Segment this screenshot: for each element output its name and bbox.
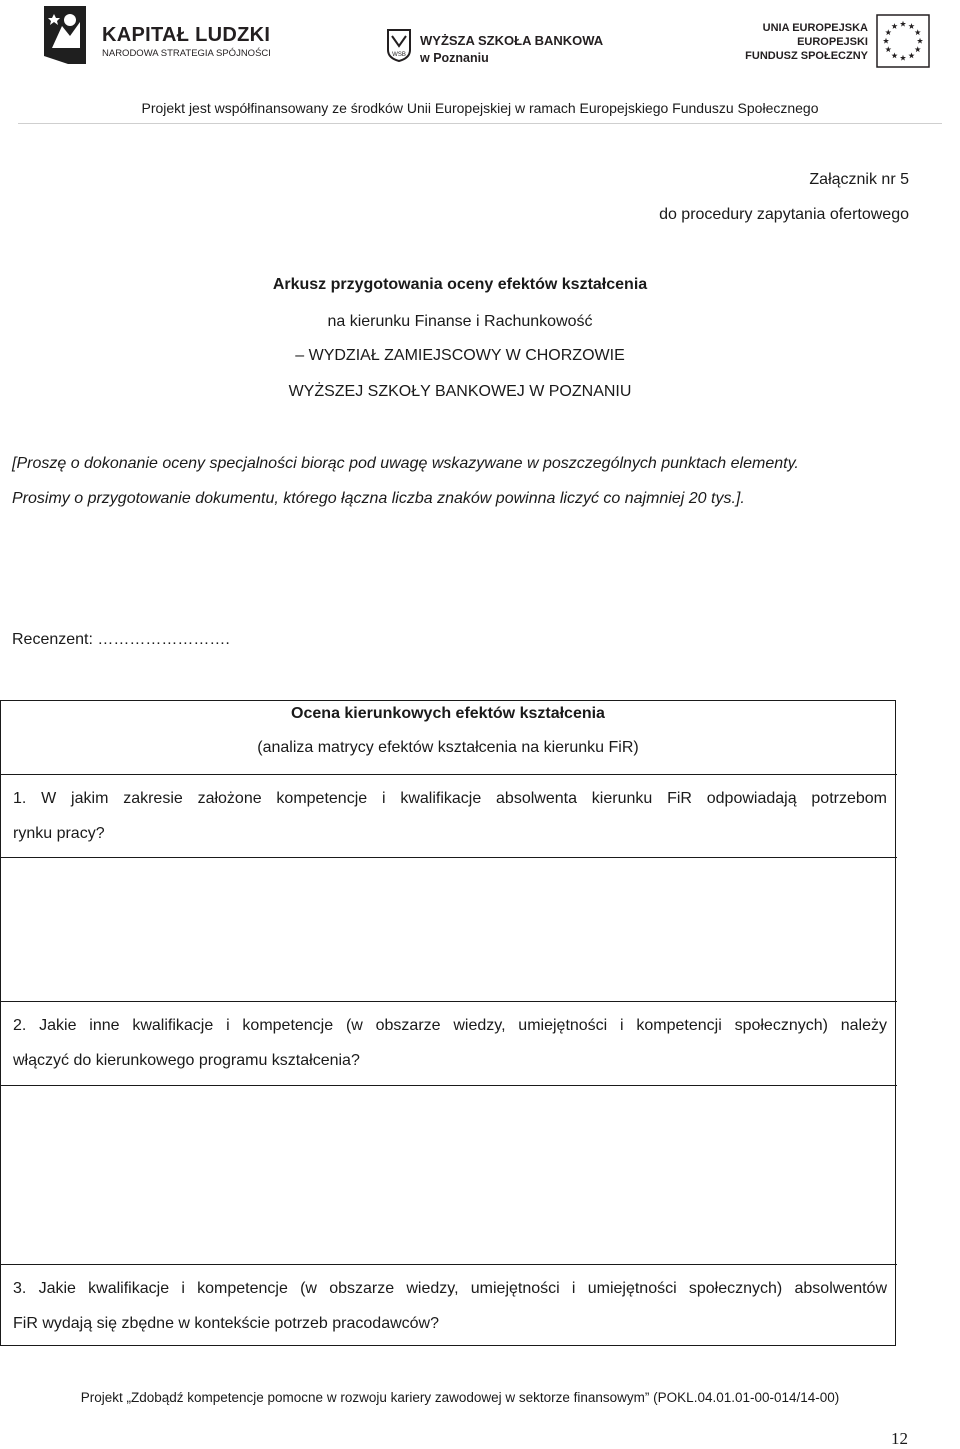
sheet-title-line-4: WYŻSZEJ SZKOŁY BANKOWEJ W POZNANIU: [288, 383, 632, 400]
kapital-ludzki-title: KAPITAŁ LUDZKI: [102, 24, 271, 46]
table-divider: [1, 1001, 897, 1002]
sheet-title-line-2: na kierunku Finanse i Rachunkowość: [327, 313, 593, 330]
instructions-line-1: [Proszę o dokonanie oceny specjalności biorąc pod uwagę wskazywane w poszczególnych punktach elementy.: [12, 455, 799, 472]
question-3-line-2: FiR wydają się zbędne w kontekście potrzeb pracodawców?: [13, 1315, 439, 1332]
page-number: 12: [891, 1429, 908, 1448]
ue-efs-logo: [745, 14, 930, 70]
kapital-ludzki-emblem-icon: [40, 4, 90, 66]
wsb-title: WYŻSZA SZKOŁA BANKOWA: [420, 33, 604, 48]
answer-1-area[interactable]: [2, 858, 894, 1001]
table-divider: [1, 774, 897, 775]
kapital-ludzki-logo: [40, 4, 271, 70]
question-1-line-2: rynku pracy?: [13, 825, 105, 842]
instructions: [12, 446, 912, 516]
project-footer: Projekt „Zdobądź kompetencje pomocne w rozwoju kariery zawodowej w sektorze finansowym” (POKL.04.01.01-00-014/14-00): [80, 1390, 840, 1405]
ue-line-1: UNIA EUROPEJSKA: [762, 22, 868, 34]
instructions-line-2: Prosimy o przygotowanie dokumentu, którego łączna liczba znaków powinna liczyć co najmniej 20 tys.].: [12, 490, 745, 507]
table-heading: Ocena kierunkowych efektów kształcenia: [291, 705, 605, 722]
ue-line-3: FUNDUSZ SPOŁECZNY: [745, 50, 868, 62]
question-3: [13, 1271, 887, 1341]
header-divider: [18, 123, 942, 124]
table-divider: [1, 1264, 897, 1265]
question-2-line-2: włączyć do kierunkowego programu kształcenia?: [13, 1052, 360, 1069]
wsb-logo: [386, 28, 606, 68]
table-subheading: (analiza matrycy efektów kształcenia na kierunku FiR): [257, 739, 639, 756]
answer-2-area[interactable]: [2, 1086, 894, 1264]
question-3-line-1: 3. Jakie kwalifikacje i kompetencje (w obszarze wiedzy, umiejętności i umiejętności społecznych) absolwentów: [13, 1280, 887, 1297]
sheet-title-line-3: – WYDZIAŁ ZAMIEJSCOWY W CHORZOWIE: [295, 347, 625, 364]
sheet-title-line-1: Arkusz przygotowania oceny efektów kształcenia: [272, 276, 648, 293]
question-1: [13, 781, 887, 851]
eu-stars-icon: [876, 14, 930, 68]
wsb-shield-icon: [386, 28, 412, 62]
annex-number: Załącznik nr 5: [809, 171, 909, 188]
wsb-subtitle: w Poznaniu: [420, 51, 489, 65]
question-2-line-1: 2. Jakie inne kwalifikacje i kompetencje (w obszarze wiedzy, umiejętności i kompetencji społecznych) należy: [13, 1017, 887, 1034]
reviewer-field: Recenzent: …………………….: [12, 631, 230, 648]
wsb-emblem-text: WSB: [392, 52, 406, 58]
cofinancing-note: Projekt jest współfinansowany ze środków Unii Europejskiej w ramach Europejskiego Funduszu Społecznego: [141, 100, 819, 116]
evaluation-table: [0, 700, 896, 1346]
kapital-ludzki-subtitle: NARODOWA STRATEGIA SPÓJNOŚCI: [102, 48, 271, 59]
annex-procedure: do procedury zapytania ofertowego: [659, 206, 909, 223]
question-2: [13, 1008, 887, 1078]
question-1-line-1: 1. W jakim zakresie założone kompetencje i kwalifikacje absolwenta kierunku FiR odpowiadają potrzebom: [13, 790, 887, 807]
ue-line-2: EUROPEJSKI: [797, 36, 868, 48]
